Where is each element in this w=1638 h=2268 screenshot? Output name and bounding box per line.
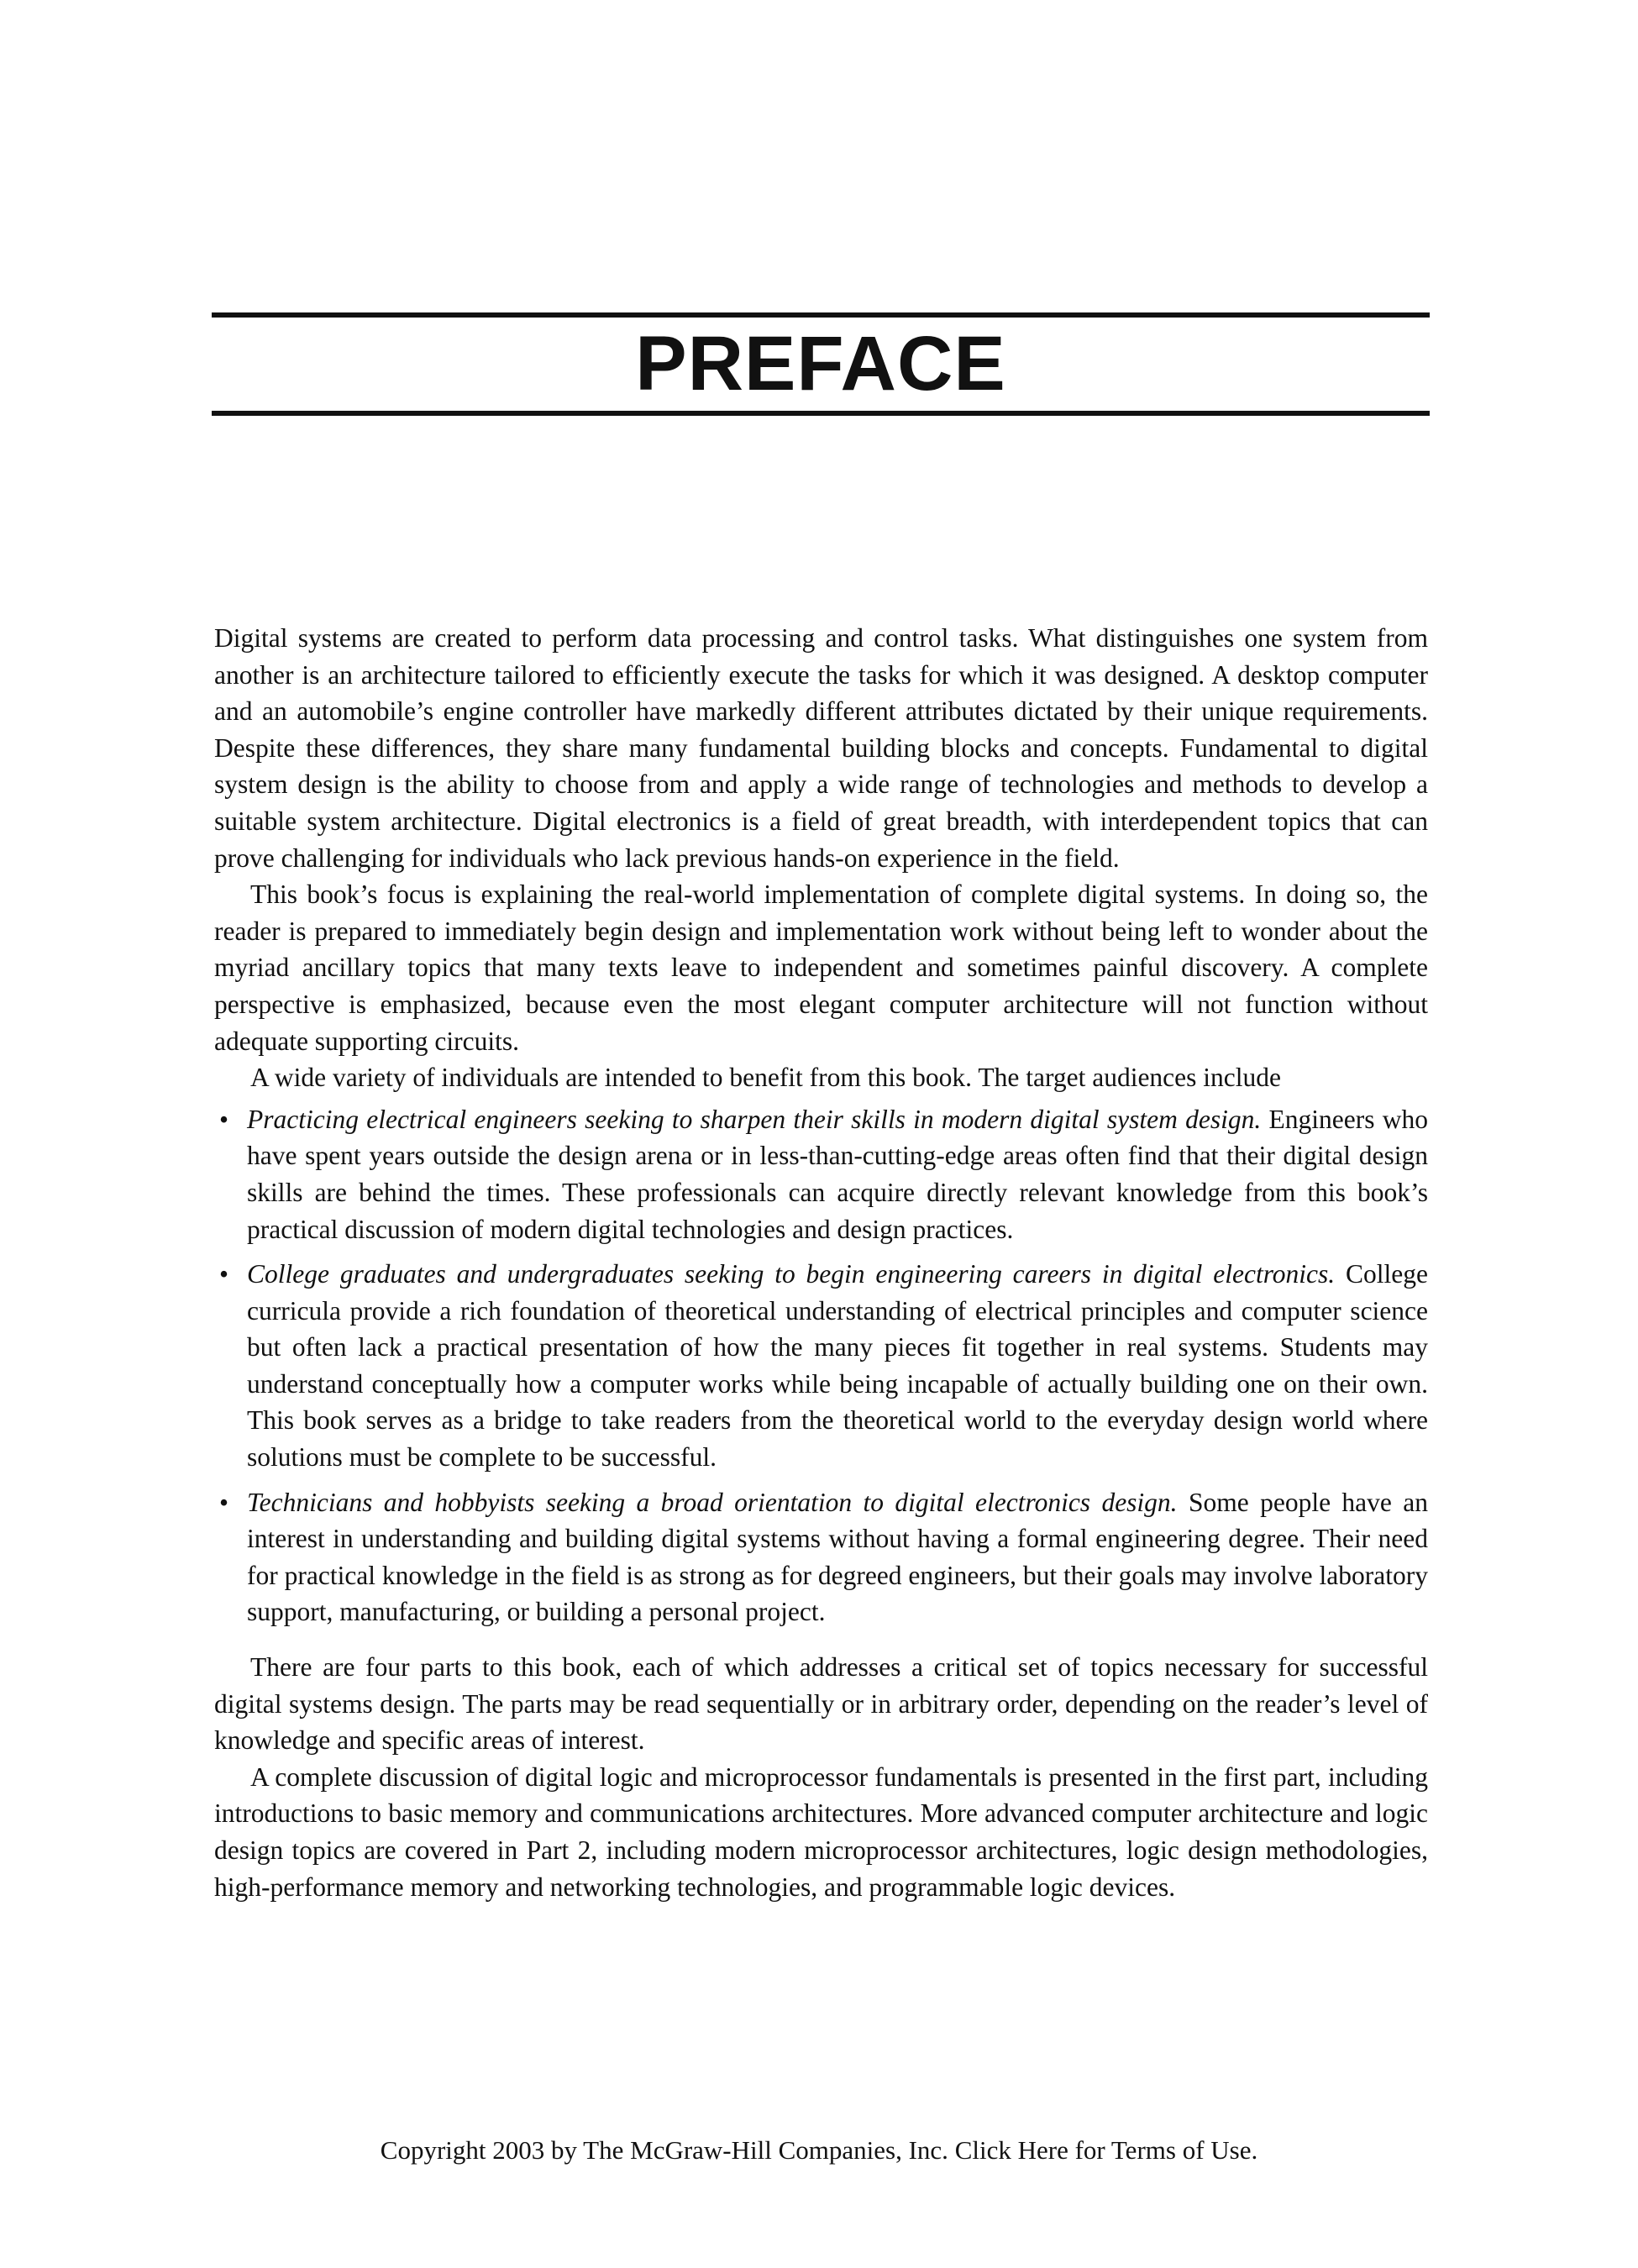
paragraph-part-one: A complete discussion of digital logic and microprocessor fundamentals is presented in the first part, including introductions to basic memory and communications architectures. More advanced computer architecture and logic design topics are covered in Part 2, including modern microprocessor architectures, logic design methodologies, high-performance memory and networking technologies, and programmable logic devices. xyxy=(214,1761,1428,1902)
paragraph-focus: This book’s focus is explaining the real-world implementation of complete digital systems. In doing so, the reader is prepared to immediately begin design and implementation work without being left to wonder about the myriad ancillary topics that many texts leave to independent and sometimes painful discovery. A complete perspective is emphasized, because even the most elegant computer architecture will not function without adequate supporting circuits. xyxy=(214,879,1428,1056)
title-rule-bottom xyxy=(212,411,1430,416)
copyright-text: Copyright 2003 by The McGraw-Hill Companies, Inc. xyxy=(380,2135,948,2165)
page-title: PREFACE xyxy=(635,321,1006,407)
paragraph-audiences: A wide variety of individuals are intended to benefit from this book. The target audiences include xyxy=(250,1063,1281,1093)
list-item xyxy=(214,1101,1428,1247)
list-item xyxy=(214,1256,1428,1476)
bullet-icon: • xyxy=(219,1487,229,1517)
paragraph-intro: Digital systems are created to perform data processing and control tasks. What distinguishes one system from another is an architecture tailored to efficiently execute the tasks for which it was designed. A desktop computer and an automobile’s engine controller have markedly different attributes dictated by their unique requirements. Despite these differences, they share many fundamental building blocks and concepts. Fundamental to digital system design is the ability to choose from and apply a wide range of technologies and methods to develop a suitable system architecture. Digital electronics is a field of great breadth, with interdependent topics that can prove challenging for individuals who lack previous hands-on experience in the field. xyxy=(214,623,1428,873)
footer xyxy=(0,2134,1638,2167)
list-item-lead: Practicing electrical engineers seeking to sharpen their skills in modern digital system design. xyxy=(247,1104,1262,1134)
list-item-lead: College graduates and undergraduates seeking to begin engineering careers in digital electronics. xyxy=(247,1259,1336,1289)
list-item-text: Engineers who have spent years outside the design arena or in less-than-cutting-edge areas often find that their digital design skills are behind the times. These professionals can acquire directly relevant knowledge from this book’s practical discussion of modern digital technologies and design practices. xyxy=(247,1104,1429,1244)
bullet-icon: • xyxy=(219,1259,229,1289)
list-item-text: Some people have an interest in understanding and building digital systems without having a formal engineering degree. Their need for practical knowledge in the field is as strong as for degreed engineers, but their goals may involve laboratory support, manufacturing, or building a personal project. xyxy=(247,1487,1428,1627)
bullet-icon: • xyxy=(219,1104,229,1134)
list-item xyxy=(214,1484,1428,1630)
body-text xyxy=(214,620,1428,1905)
list-item-lead: Technicians and hobbyists seeking a broad orientation to digital electronics design. xyxy=(247,1487,1178,1517)
list-item-text: College curricula provide a rich foundation of theoretical understanding of electrical principles and computer science but often lack a practical presentation of how the many pieces fit together in real systems. Students may understand conceptually how a computer works while being incapable of actually building one on their own. This book serves as a bridge to take readers from the theoretical world to the everyday design world where solutions must be complete to be successful. xyxy=(247,1259,1428,1473)
audience-list xyxy=(214,1101,1428,1630)
paragraph-parts: There are four parts to this book, each of which addresses a critical set of topics necessary for successful digital systems design. The parts may be read sequentially or in arbitrary order, depending on the reader’s level of knowledge and specific areas of interest. xyxy=(214,1652,1428,1756)
terms-of-use-link[interactable]: Click Here for Terms of Use. xyxy=(954,2135,1258,2165)
